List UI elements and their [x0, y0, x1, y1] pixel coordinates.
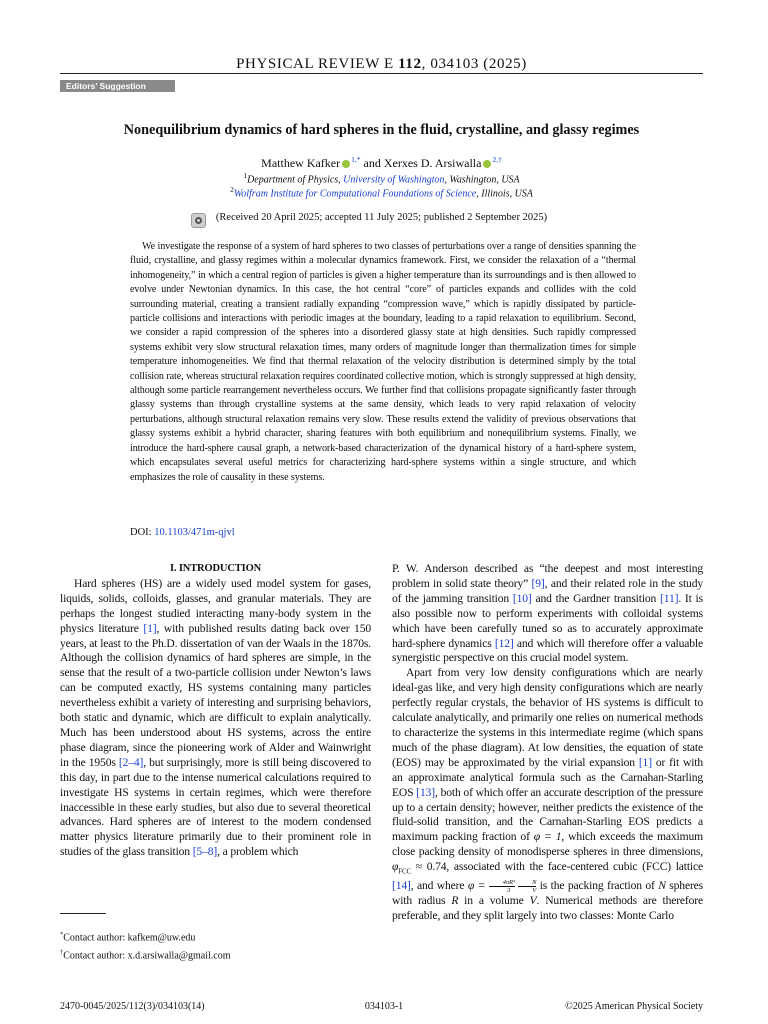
section-heading: I. INTRODUCTION	[169, 563, 262, 574]
doi-line	[130, 527, 235, 538]
paper-title: Nonequilibrium dynamics of hard spheres in the fluid, crystalline, and glassy regimes	[123, 122, 640, 138]
citation-link[interactable]: [11]	[660, 591, 679, 605]
citation-link[interactable]: [12]	[494, 636, 514, 650]
math-inline: φ	[392, 860, 399, 874]
author-affiliation-mark[interactable]: 1,*	[351, 155, 361, 164]
citation-link[interactable]: [1]	[143, 621, 157, 635]
journal-volume: 112	[398, 56, 422, 72]
math-inline: φ = 1	[533, 830, 562, 844]
body-paragraph: Hard spheres (HS) are a widely used model system for gases, liquids, solids, colloids, glasses, and granular materials. They are perhaps the longest studied interacting many-body system in the physics literature [1], with published results dating back over 150 years, at least to the Ph.D. dissertation of van der Waals in the 1870s. Although the collision dynamics of hard spheres are simple, in the sense that the result of a two-particle collision under Newton’s laws can be computed exactly, HS systems containing many particles nevertheless exhibit a variety of interesting and surprising behaviors, both static and dynamic, which are difficult to explain analytically. Much has been understood about HS systems, across the entire phase diagram, since the pioneering work of Alder and Wainwright in the 1950s [2–4], but surprisingly, more is still being discovered to this day, in part due to the intense numerical calculations required to investigate HS systems in certain regimes, which were therefore inaccessible in these early studies, but also due to several theoretical advances. Hard spheres are of interest to the modern condensed matter physics literature primarily due to their prominent role in studies of the glass transition [5–8], a problem which	[60, 576, 371, 859]
affiliation-text: Department of Physics,	[247, 174, 344, 186]
doi-label: DOI:	[130, 527, 155, 538]
footnotes	[60, 928, 380, 964]
footnote-rule	[60, 913, 106, 914]
body-paragraph: Apart from very low density configurations which are nearly ideal-gas like, and very high density configurations which are nearly perfectly regular crystals, the behavior of HS systems is difficult to calculate analytically, and primarily one relies on numerical methods to characterize the systems in this intermediate regime (which spans much of the phase diagram). At low densities, the equation of state (EOS) may be approximated by the virial expansion [1] or fit with an approximate analytical formula such as the Carnahan-Starling EOS [13], both of which offer an accurate description of the pressure up to a certain density; however, neither predicts the existence of the fluid-solid transition, and the Carnahan-Starling EOS predicts a maximum packing fraction of φ = 1, which exceeds the maximum close packing density of monodisperse spheres in three dimensions, $\varphi_{FCC} \approx 0.74$, associated with the face-centered cubic (FCC) lattice [14], and where φ = $\frac{\text{4πR³}}{3}$ $\frac{N}{V}$ is the packing fraction of N spheres with radius R in a volume V. Numerical methods are therefore preferable, and they split largely into two classes: Monte Carlo	[392, 666, 704, 923]
author-name: Xerxes D. Arsiwalla	[383, 156, 482, 170]
footer-issn: 2470-0045/2025/112(3)/034103(14)	[60, 1001, 205, 1012]
affiliation-number: 2	[230, 185, 234, 194]
math-inline: V	[529, 894, 537, 908]
math-inline: ≈ 0.74	[411, 860, 447, 874]
received-dates: (Received 20 April 2025; accepted 11 July 2025; published 2 September 2025)	[215, 212, 548, 223]
right-column	[392, 562, 703, 924]
author-conjunction: and	[363, 156, 381, 170]
body-paragraph: P. W. Anderson described as “the deepest and most interesting problem in solid state theory” [9], and their related role in the study of the jamming transition [10] and the Gardner transition [11]. It is also possible now to perform experiments with colloidal systems which have been carefully tuned so as to accurately approximate hard-sphere dynamics [12] and which will therefore offer a valuable synergistic perspective on this crucial model system.	[392, 562, 703, 665]
orcid-icon[interactable]	[342, 160, 350, 168]
footnote: *Contact author: kafkem@uw.edu	[60, 931, 196, 944]
citation-link[interactable]: [13]	[416, 785, 436, 799]
footer-page-number: 034103-1	[364, 1001, 404, 1012]
left-column	[60, 562, 371, 860]
citation-link[interactable]: [9]	[531, 576, 545, 590]
author-affiliation-mark[interactable]: 2,†	[492, 155, 502, 164]
affiliation-text: , Washington, USA	[444, 174, 520, 186]
math-inline: N	[658, 879, 666, 893]
math-fraction: $\frac{N}{V}$	[518, 879, 536, 894]
affiliation-link[interactable]: University of Washington	[343, 174, 445, 186]
journal-header	[60, 56, 703, 73]
math-subscript: FCC	[398, 867, 412, 876]
orcid-icon[interactable]	[483, 160, 491, 168]
affiliation	[60, 171, 703, 185]
author-list	[60, 155, 703, 171]
citation-link[interactable]: [10]	[512, 591, 532, 605]
citation-link[interactable]: [5–8]	[192, 845, 218, 859]
affiliation-text: , Illinois, USA	[476, 188, 533, 200]
math-fraction: $\frac{\text{4πR³}}{3}$	[489, 879, 515, 894]
journal-name: PHYSICAL REVIEW E	[236, 56, 394, 72]
doi-link[interactable]: 10.1103/471m-qjvl	[154, 527, 235, 538]
abstract: We investigate the response of a system of hard spheres to two classes of perturbations over a range of densities spanning the fluid, crystalline, and glassy regimes within a molecular dynamics framework. First, we consider the relaxation of a “thermal inhomogeneity,” in which a central region of particles is given a higher temperature than its surroundings and is then allowed to evolve under Newtonian dynamics. In this case, the hot central “core” of particles expands and collides with the cold surrounding material, creating a transient radially expanding “compression wave,” which is rapidly dissipated by particle-particle collisions and interactions with periodic images at the boundary, leading to a rapid relaxation to equilibrium. Second, we consider a rapid compression of the spheres into a disordered glassy state at high densities. Such rapidly compressed systems exhibit very slow structural relaxation times, many orders of magnitude longer than thermalization times for simple temperature inhomogeneities. We find that thermal relaxation of the velocity distribution is determined simply by the total collision rate, whereas structural relaxation requires coordinated collective motion, which is strongly suppressed at high density, although some particle rearrangement nevertheless occurs. We further find that collisions propagate significantly faster through glassy systems than through crystalline systems at the same density, which leads to very rapid relaxation of velocity perturbations, although structural relaxation remains very slow. These results extend the validity of previous observations that glassy systems exhibit a hybrid character, sharing features with both equilibrium and nonequilibrium systems. Finally, we introduce the hard-sphere causal graph, a network-based characterization of the dynamical history of a hard-sphere system, which encapsulates several useful metrics for characterizing hard-sphere systems within a single structure, and which emphasizes the role of causality in these systems.	[130, 241, 636, 483]
footer-copyright: ©2025 American Physical Society	[565, 1001, 703, 1012]
math-inline: R	[451, 894, 459, 908]
citation-link[interactable]: [14]	[392, 879, 411, 893]
math-inline: φ =	[467, 879, 489, 893]
editors-suggestion-badge[interactable]: Editors’ Suggestion	[60, 80, 175, 92]
citation-link[interactable]: [2–4]	[118, 755, 144, 769]
affiliation-link[interactable]: Wolfram Institute for Computational Foundations of Science	[233, 188, 477, 200]
author-name: Matthew Kafker	[261, 156, 341, 170]
footnote: †Contact author: x.d.arsiwalla@gmail.com	[60, 948, 231, 962]
affiliation	[60, 185, 703, 199]
citation-link[interactable]: [1]	[638, 755, 652, 769]
affiliation-number: 1	[243, 171, 248, 180]
article-info: , 034103 (2025)	[421, 56, 527, 72]
header-rule	[60, 73, 703, 74]
